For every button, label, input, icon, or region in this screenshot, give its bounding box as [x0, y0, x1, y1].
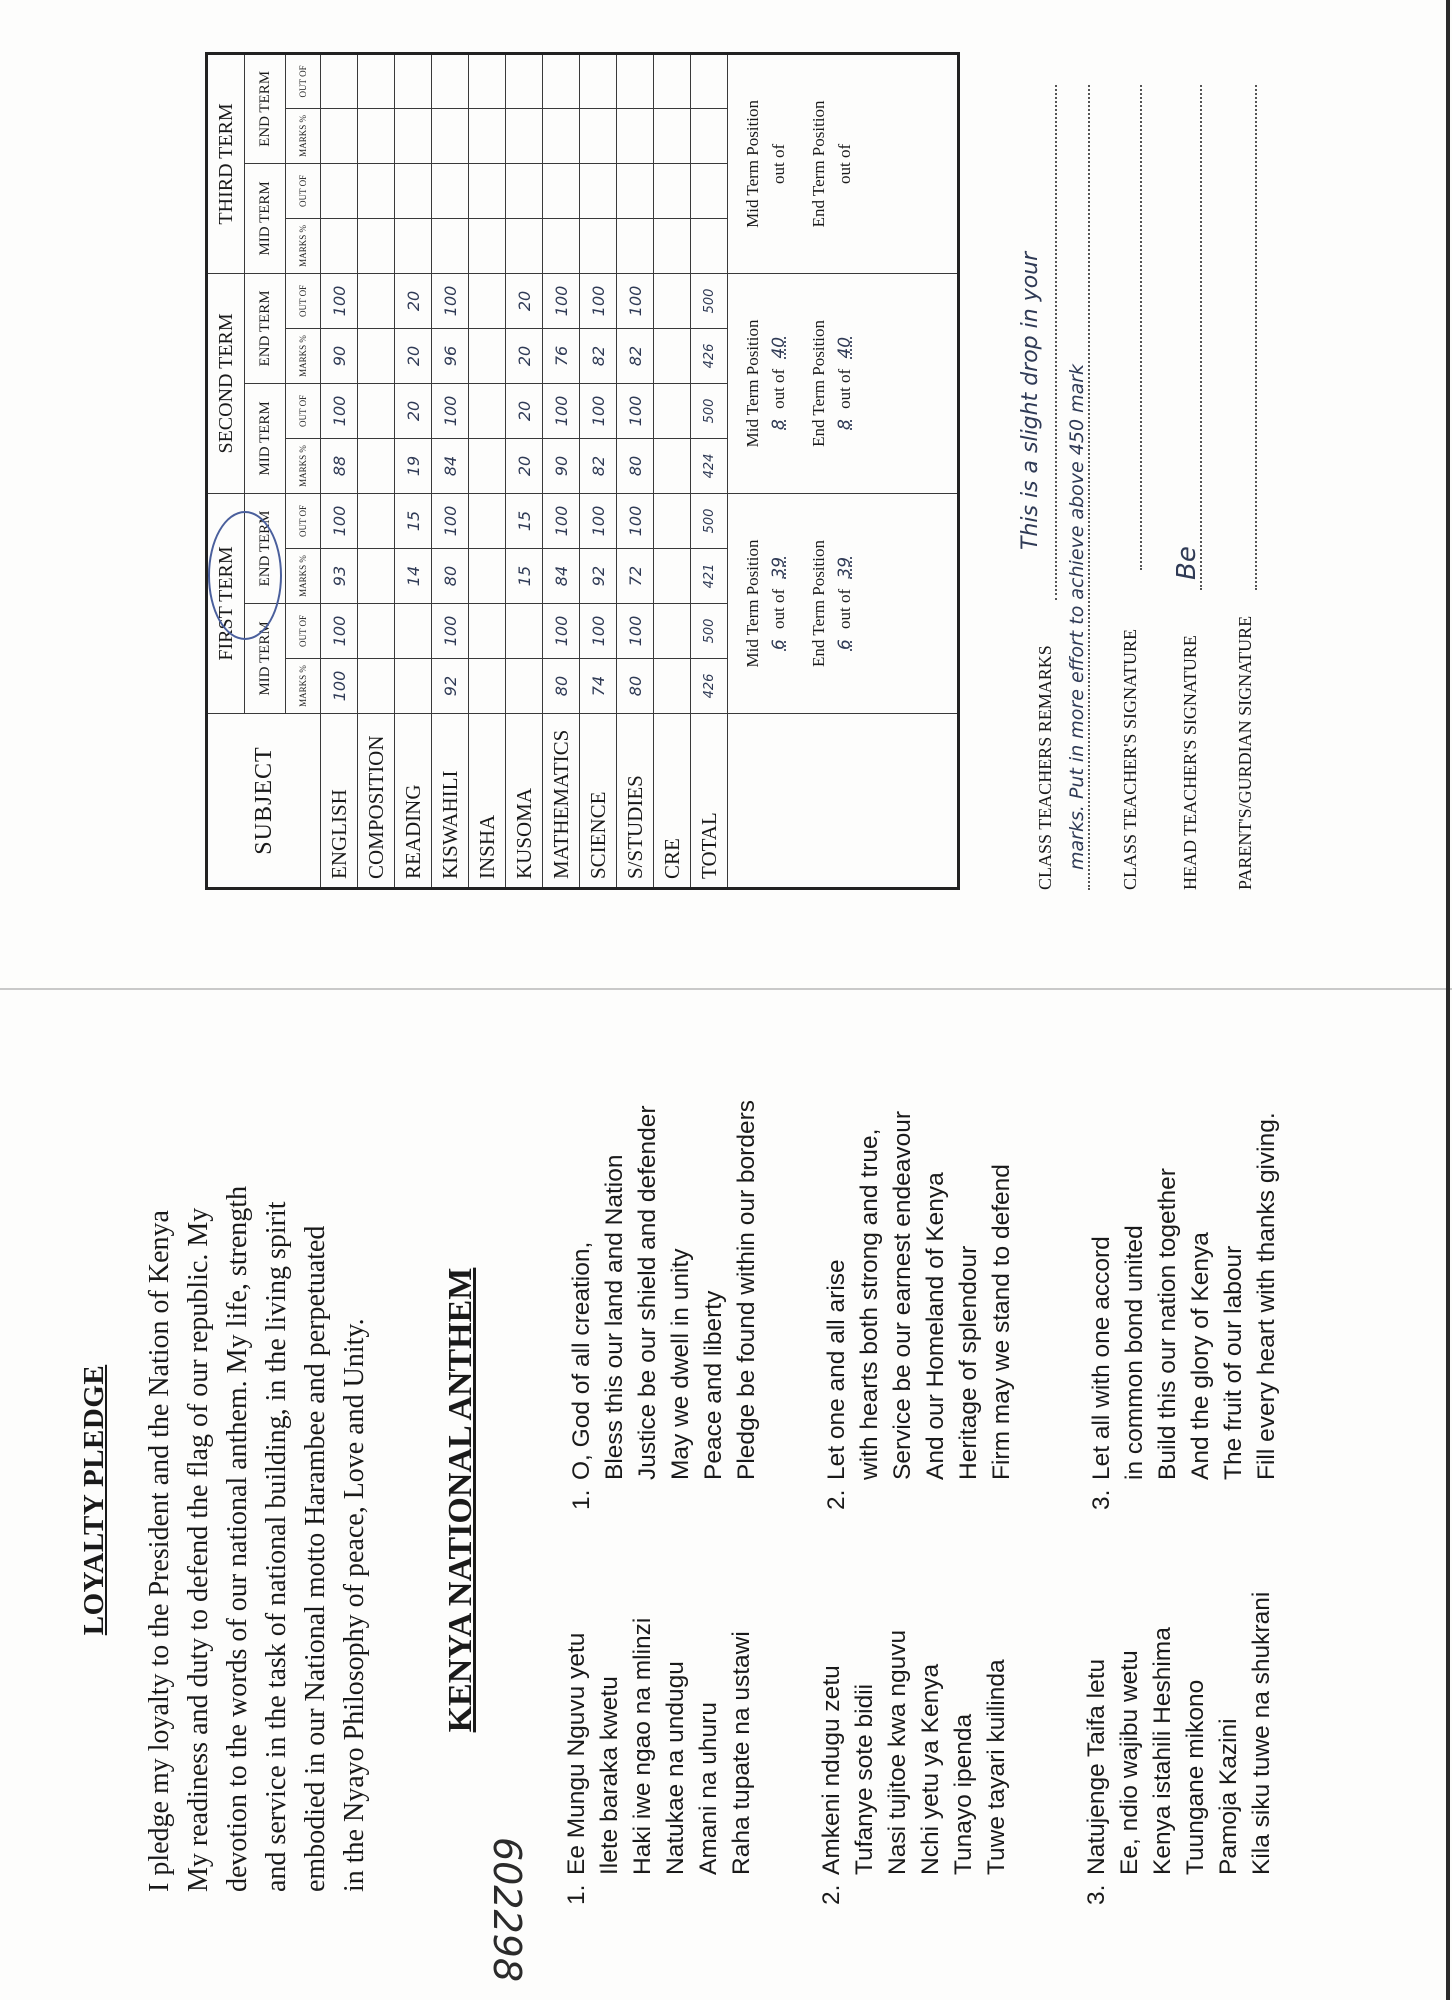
- term-position-cell: [728, 273, 959, 493]
- stanza-line: Nchi yetu ya Kenya: [917, 1663, 944, 1875]
- marks-cell: 20: [395, 328, 432, 383]
- out-of-cell: 100: [321, 604, 358, 659]
- out-of-cell: [432, 53, 469, 108]
- end-term-header: END TERM: [245, 493, 286, 603]
- out-of-cell: 15: [395, 493, 432, 548]
- remarks-dotted-line-2: [1088, 85, 1090, 890]
- marks-cell: 80: [617, 659, 654, 714]
- stanza-line: And the glory of Kenya: [1187, 1232, 1214, 1480]
- stanza-number: 1.: [563, 1884, 590, 1905]
- subject-name: CRE: [654, 714, 691, 889]
- out-of-cell: [358, 53, 395, 108]
- marks-cell: [358, 328, 395, 383]
- out-of-cell: [543, 163, 580, 218]
- marks-cell: [691, 218, 728, 273]
- out-of-cell: 100: [432, 383, 469, 438]
- out-of-cell: 100: [543, 604, 580, 659]
- marks-cell: 92: [580, 549, 617, 604]
- stanza-number: 2.: [818, 1884, 845, 1905]
- mid-term-position: [768, 494, 790, 713]
- out-of-cell: [469, 163, 506, 218]
- stanza-line: Let one and all arise: [823, 1259, 850, 1480]
- out-of-cell: 20: [395, 273, 432, 328]
- out-of-cell: [691, 53, 728, 108]
- marks-cell: 72: [617, 549, 654, 604]
- subject-row: [617, 53, 654, 888]
- stanza-line: Tuwe tayari kuilinda: [983, 1659, 1010, 1875]
- class-teacher-signature-label: CLASS TEACHER'S SIGNATURE: [1120, 629, 1140, 890]
- marks-cell: 426: [691, 659, 728, 714]
- marks-cell: 100: [321, 659, 358, 714]
- stanza-line: Firm may we stand to defend: [988, 1164, 1015, 1480]
- stanza-line: Haki iwe ngao na mlinzi: [629, 1617, 656, 1875]
- out-of-text: out of: [835, 368, 854, 409]
- out-of-header: OUT OF: [286, 493, 321, 548]
- stanza-line: in common bond united: [1121, 1225, 1148, 1480]
- marks-cell: [358, 659, 395, 714]
- stanza-line: Let all with one accord: [1088, 1236, 1115, 1480]
- mid-term-header: MID TERM: [245, 163, 286, 273]
- marks-cell: 82: [580, 328, 617, 383]
- subject-name: TOTAL: [691, 714, 728, 889]
- marks-cell: [395, 108, 432, 163]
- subject-row: [469, 53, 506, 888]
- stanza-line: Nasi tujitoe kwa nguvu: [884, 1629, 911, 1875]
- subject-name: SCIENCE: [580, 714, 617, 889]
- subject-row: [543, 53, 580, 888]
- marks-cell: 14: [395, 549, 432, 604]
- out-of-cell: 100: [543, 273, 580, 328]
- subject-row: [358, 53, 395, 888]
- out-of-cell: 20: [506, 273, 543, 328]
- mid-term-position: [768, 55, 790, 273]
- subject-name: S/STUDIES: [617, 714, 654, 889]
- out-of-cell: 100: [617, 604, 654, 659]
- marks-cell: 20: [506, 438, 543, 493]
- third-term-header: THIRD TERM: [207, 53, 245, 273]
- end-position-value: [835, 184, 855, 196]
- marks-cell: 421: [691, 549, 728, 604]
- out-of-cell: [691, 163, 728, 218]
- end-term-position: [834, 55, 856, 273]
- out-of-cell: 20: [395, 383, 432, 438]
- marks-cell: 90: [543, 438, 580, 493]
- out-of-cell: 100: [432, 273, 469, 328]
- anthem-kiswahili-stanza-2: [815, 1630, 1013, 1905]
- mid-term-header: MID TERM: [245, 383, 286, 493]
- pledge-line: My readiness and duty to defend the flag of our republic. My: [183, 1207, 214, 1892]
- head-teacher-signature: Be: [1172, 546, 1202, 580]
- stanza-line: Heritage of splendour: [955, 1245, 982, 1480]
- end-term-position: [834, 274, 856, 493]
- second-term-header: SECOND TERM: [207, 273, 245, 493]
- out-of-cell: 500: [691, 273, 728, 328]
- positions-blank-cell: [728, 714, 959, 889]
- out-of-cell: [580, 53, 617, 108]
- stanza-line: Amkeni ndugu zetu: [818, 1665, 845, 1875]
- head-teacher-dotted-line: [1200, 85, 1202, 590]
- pledge-line: I pledge my loyalty to the President and the Nation of Kenya: [144, 1210, 175, 1892]
- out-of-cell: [469, 53, 506, 108]
- marks-cell: [432, 218, 469, 273]
- parent-signature-label: PARENT'S/GURDIAN SIGNATURE: [1235, 615, 1255, 890]
- subject-row: [432, 53, 469, 888]
- stanza-line: Tufanye sote bidii: [851, 1683, 878, 1875]
- subject-name: INSHA: [469, 714, 506, 889]
- out-of-cell: [469, 493, 506, 548]
- out-of-cell: [469, 273, 506, 328]
- out-of-cell: [469, 383, 506, 438]
- subject-name: KISWAHILI: [432, 714, 469, 889]
- class-teacher-dotted-line: [1140, 85, 1142, 570]
- pledge-line: in the Nyayo Philosophy of peace, Love and Unity.: [339, 1318, 370, 1892]
- out-of-cell: [358, 493, 395, 548]
- out-of-cell: 100: [580, 383, 617, 438]
- marks-percent-header: MARKS %: [286, 438, 321, 493]
- marks-cell: 96: [432, 328, 469, 383]
- marks-cell: 93: [321, 549, 358, 604]
- out-of-header: OUT OF: [286, 604, 321, 659]
- stanza-line: Amani na uhuru: [695, 1702, 722, 1875]
- out-of-cell: [395, 53, 432, 108]
- end-position-value: 6: [835, 639, 855, 651]
- remarks-line-1: This is a slight drop in your: [1018, 251, 1043, 550]
- out-of-text: out of: [769, 368, 788, 409]
- subject-name: ENGLISH: [321, 714, 358, 889]
- out-of-cell: [432, 163, 469, 218]
- marks-cell: 20: [506, 328, 543, 383]
- out-of-cell: [395, 163, 432, 218]
- subject-row: [654, 53, 691, 888]
- out-of-cell: [617, 53, 654, 108]
- marks-percent-header: MARKS %: [286, 108, 321, 163]
- pledge-text: [140, 1012, 374, 1892]
- mid-position-value: 6: [769, 639, 789, 651]
- remarks-label: CLASS TEACHERS REMARKS: [1035, 645, 1055, 890]
- marks-cell: [469, 549, 506, 604]
- marks-cell: [469, 659, 506, 714]
- marks-cell: 74: [580, 659, 617, 714]
- marks-cell: [654, 438, 691, 493]
- handwritten-id-left: 602298: [485, 1836, 529, 1982]
- out-of-cell: [580, 163, 617, 218]
- out-of-cell: [395, 604, 432, 659]
- marks-cell: 424: [691, 438, 728, 493]
- stanza-line: Build this our nation together: [1154, 1168, 1181, 1480]
- stanza-line: Peace and liberty: [700, 1290, 727, 1480]
- marks-percent-header: MARKS %: [286, 659, 321, 714]
- subject-row: [506, 53, 543, 888]
- out-of-text: out of: [835, 143, 854, 184]
- marks-cell: 80: [432, 549, 469, 604]
- out-of-cell: [654, 53, 691, 108]
- subject-name: READING: [395, 714, 432, 889]
- marks-cell: [506, 108, 543, 163]
- end-term-position-label: End Term Position: [809, 100, 828, 228]
- out-of-cell: [358, 273, 395, 328]
- marks-cell: [469, 438, 506, 493]
- marks-percent-header: MARKS %: [286, 328, 321, 383]
- out-of-cell: 500: [691, 604, 728, 659]
- anthem-english-stanza-3: [1085, 1112, 1283, 1510]
- stanza-line: Pamoja Kazini: [1215, 1718, 1242, 1875]
- subject-row: [321, 53, 358, 888]
- positions-row: [728, 53, 959, 888]
- out-of-cell: [358, 604, 395, 659]
- anthem-english-stanza-2: [820, 1111, 1018, 1510]
- marks-cell: [654, 218, 691, 273]
- marks-cell: 19: [395, 438, 432, 493]
- anthem-kiswahili-stanza-1: [560, 1618, 758, 1905]
- marks-percent-header: MARKS %: [286, 218, 321, 273]
- subject-row: [395, 53, 432, 888]
- pledge-line: devotion to the words of our national anthem. My life, strength: [222, 1185, 253, 1892]
- marks-cell: 76: [543, 328, 580, 383]
- out-of-cell: 100: [543, 493, 580, 548]
- pledge-anthem-panel: [0, 1000, 1452, 2000]
- marks-cell: [654, 108, 691, 163]
- mid-position-value: [769, 184, 789, 196]
- marks-cell: 92: [432, 659, 469, 714]
- first-term-header: FIRST TERM: [207, 493, 245, 713]
- stanza-line: Ee, ndio wajibu wetu: [1116, 1650, 1143, 1875]
- marks-cell: [469, 328, 506, 383]
- out-of-cell: 100: [432, 604, 469, 659]
- mid-term-position-label: Mid Term Position: [743, 319, 762, 448]
- marks-cell: [506, 659, 543, 714]
- end-position-total: [835, 132, 855, 144]
- marks-cell: [580, 108, 617, 163]
- marks-cell: [580, 218, 617, 273]
- stanza-line: Fill every heart with thanks giving.: [1253, 1112, 1280, 1480]
- end-position-total: 40: [835, 336, 855, 359]
- stanza-line: Natujenge Taifa letu: [1083, 1658, 1110, 1875]
- stanza-line: Kila siku tuwe na shukrani: [1248, 1591, 1275, 1875]
- end-position-value: 8: [835, 419, 855, 430]
- term-position-cell: [728, 53, 959, 273]
- out-of-cell: 20: [506, 383, 543, 438]
- out-of-cell: [321, 163, 358, 218]
- marks-cell: 426: [691, 328, 728, 383]
- out-of-cell: 100: [321, 383, 358, 438]
- out-of-cell: 100: [617, 493, 654, 548]
- mid-term-position-label: Mid Term Position: [743, 539, 762, 668]
- out-of-cell: [358, 163, 395, 218]
- out-of-cell: 100: [321, 493, 358, 548]
- pledge-line: and service in the task of national building, in the living spirit: [261, 1201, 292, 1892]
- out-of-cell: 500: [691, 493, 728, 548]
- out-of-cell: [358, 383, 395, 438]
- out-of-cell: [543, 53, 580, 108]
- out-of-cell: 100: [580, 604, 617, 659]
- subject-name: COMPOSITION: [358, 714, 395, 889]
- mid-position-total: 39: [769, 556, 789, 579]
- pledge-title: LOYALTY PLEDGE: [78, 1364, 110, 1636]
- marks-cell: [543, 218, 580, 273]
- marks-cell: [321, 108, 358, 163]
- out-of-header: OUT OF: [286, 53, 321, 108]
- out-of-text: out of: [835, 588, 854, 629]
- marks-cell: 84: [432, 438, 469, 493]
- stanza-number: 2.: [823, 1489, 850, 1510]
- marks-cell: 82: [617, 328, 654, 383]
- stanza-line: Raha tupate na ustawi: [728, 1631, 755, 1875]
- pledge-line: embodied in our National motto Harambee and perpetuated: [300, 1225, 331, 1892]
- mid-position-total: [769, 132, 789, 144]
- end-term-header: END TERM: [245, 273, 286, 383]
- marks-cell: [654, 549, 691, 604]
- anthem-english-stanza-1: [565, 1100, 763, 1510]
- marks-cell: 80: [617, 438, 654, 493]
- stanza-line: with hearts both strong and true,: [856, 1128, 883, 1480]
- stanza-number: 3.: [1083, 1884, 1110, 1905]
- stanza-line: Bless this our land and Nation: [601, 1154, 628, 1480]
- marks-cell: [358, 108, 395, 163]
- marks-cell: [469, 218, 506, 273]
- subject-row: [691, 53, 728, 888]
- stanza-line: Kenya istahili Heshima: [1149, 1627, 1176, 1875]
- remarks-line-2: marks. Put in more effort to achieve above 450 mark: [1066, 363, 1088, 870]
- head-teacher-signature-label: HEAD TEACHER'S SIGNATURE: [1180, 635, 1200, 890]
- out-of-cell: 100: [321, 273, 358, 328]
- out-of-cell: 100: [432, 493, 469, 548]
- end-position-total: 39: [835, 556, 855, 579]
- out-of-text: out of: [769, 143, 788, 184]
- marks-cell: [654, 328, 691, 383]
- out-of-cell: [321, 53, 358, 108]
- out-of-cell: 100: [617, 273, 654, 328]
- out-of-cell: 100: [580, 273, 617, 328]
- parent-dotted-line: [1255, 85, 1257, 590]
- marks-percent-header: MARKS %: [286, 549, 321, 604]
- stanza-line: O, God of all creation,: [568, 1241, 595, 1480]
- out-of-cell: 100: [617, 383, 654, 438]
- marks-cell: [617, 108, 654, 163]
- subject-row: [580, 53, 617, 888]
- end-term-position: [834, 494, 856, 713]
- out-of-cell: [506, 163, 543, 218]
- stanza-line: Ilete baraka kwetu: [596, 1676, 623, 1875]
- marks-cell: 84: [543, 549, 580, 604]
- out-of-header: OUT OF: [286, 383, 321, 438]
- marks-cell: [321, 218, 358, 273]
- second-term-circle: [208, 511, 282, 640]
- out-of-header: OUT OF: [286, 273, 321, 328]
- term-position-cell: [728, 493, 959, 713]
- marks-table-body: [321, 53, 959, 888]
- marks-cell: [358, 549, 395, 604]
- mid-term-header: MID TERM: [245, 604, 286, 714]
- out-of-cell: [654, 493, 691, 548]
- mid-term-position: [768, 274, 790, 493]
- mid-position-value: 8: [769, 419, 789, 430]
- end-term-position-label: End Term Position: [809, 319, 828, 447]
- marks-cell: [617, 218, 654, 273]
- stanza-number: 3.: [1088, 1489, 1115, 1510]
- marks-cell: [358, 438, 395, 493]
- page-fold-line: [0, 988, 1452, 990]
- out-of-cell: 100: [543, 383, 580, 438]
- out-of-text: out of: [769, 588, 788, 629]
- stanza-line: Natukae na undugu: [662, 1661, 689, 1875]
- subject-name: KUSOMA: [506, 714, 543, 889]
- stanza-line: Tuungane mikono: [1182, 1679, 1209, 1875]
- marks-cell: 15: [506, 549, 543, 604]
- out-of-header: OUT OF: [286, 163, 321, 218]
- mid-term-position-label: Mid Term Position: [743, 99, 762, 228]
- subject-header: SUBJECT: [207, 714, 321, 889]
- marks-cell: [543, 108, 580, 163]
- end-term-position-label: End Term Position: [809, 540, 828, 667]
- stanza-line: Service be our earnest endeavour: [889, 1110, 916, 1480]
- marks-cell: [395, 218, 432, 273]
- subject-name: MATHEMATICS: [543, 714, 580, 889]
- marks-cell: 88: [321, 438, 358, 493]
- stanza-line: Ee Mungu Nguvu yetu: [563, 1632, 590, 1875]
- anthem-kiswahili-stanza-3: [1080, 1592, 1278, 1905]
- remarks-dotted-line: [1055, 85, 1057, 600]
- marks-table: [205, 52, 960, 890]
- marks-cell: [654, 659, 691, 714]
- anthem-title: KENYA NATIONAL ANTHEM: [442, 1267, 479, 1733]
- out-of-cell: [617, 163, 654, 218]
- marks-cell: [358, 218, 395, 273]
- stanza-line: And our Homeland of Kenya: [922, 1172, 949, 1480]
- stanza-line: Pledge be found within our borders: [733, 1099, 760, 1480]
- marks-cell: [691, 108, 728, 163]
- mid-position-total: 40: [769, 336, 789, 359]
- marks-cell: 90: [321, 328, 358, 383]
- out-of-cell: 15: [506, 493, 543, 548]
- end-term-header: END TERM: [245, 53, 286, 163]
- out-of-cell: [654, 383, 691, 438]
- out-of-cell: [506, 604, 543, 659]
- stanza-line: May we dwell in unity: [667, 1248, 694, 1480]
- marks-cell: 80: [543, 659, 580, 714]
- marks-cell: [395, 659, 432, 714]
- stanza-line: The fruit of our labour: [1220, 1245, 1247, 1480]
- stanza-line: Justice be our shield and defender: [634, 1105, 661, 1480]
- out-of-cell: 100: [580, 493, 617, 548]
- marks-cell: [432, 108, 469, 163]
- out-of-cell: [654, 163, 691, 218]
- out-of-cell: [654, 273, 691, 328]
- out-of-cell: [654, 604, 691, 659]
- marks-cell: [469, 108, 506, 163]
- out-of-cell: [469, 604, 506, 659]
- stanza-line: Tunayo ipenda: [950, 1713, 977, 1875]
- marks-cell: 82: [580, 438, 617, 493]
- out-of-cell: [506, 53, 543, 108]
- out-of-cell: 500: [691, 383, 728, 438]
- marks-cell: [506, 218, 543, 273]
- stanza-number: 1.: [568, 1489, 595, 1510]
